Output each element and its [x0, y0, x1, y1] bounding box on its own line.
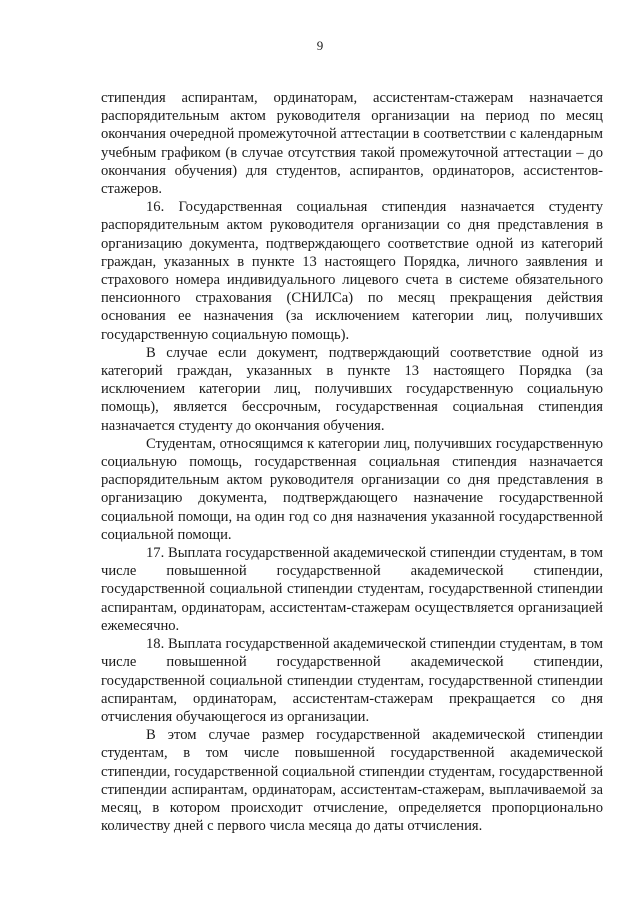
paragraph-social-assistance: Студентам, относящимся к категории лиц, получивших государственную социальную помощь, государственная социальная стипендия назначается распорядительным актом руководителя организации со дня представления в организацию документа, подтверждающего назначение государственной социальной помощи, на один год со дня назначения указанной государственной социальной помощи. [101, 435, 603, 543]
paragraph-continuation: стипендия аспирантам, ординаторам, ассистентам-стажерам назначается распорядительным актом руководителя организации на период по месяц окончания очередной промежуточной аттестации в соответствии с календарным учебным графиком (в случае отсутствия такой промежуточной аттестации – до окончания обучения) для студентов, аспирантов, ординаторов, ассистентов-стажеров. [101, 90, 603, 198]
paragraph-item-16: 16. Государственная социальная стипендия назначается студенту распорядительным актом руководителя организации со дня представления в организацию документа, подтверждающего соответствие одной из категорий граждан, указанных в пункте 13 настоящего Порядка, личного заявления и страхового номера индивидуального лицевого счета в системе обязательного пенсионного страхования (СНИЛСа) по месяц прекращения действия основания ее назначения (за исключением категории лиц, получивших государственную социальную помощь). [101, 199, 603, 343]
paragraph-item-17: 17. Выплата государственной академической стипендии студентам, в том числе повышенной государственной академической стипендии, государственной социальной стипендии студентам, государственной стипендии аспирантам, ординаторам, ассистентам-стажерам осуществляется организацией ежемесячно. [101, 545, 603, 634]
paragraph-proportional-amount: В этом случае размер государственной академической стипендии студентам, в том числе повышенной государственной академической стипендии, государственной социальной стипендии студентам, государственной стипендии аспирантам, ординаторам, ассистентам-стажерам, выплачиваемой за месяц, в котором происходит отчисление, определяется пропорционально количеству дней с первого числа месяца до даты отчисления. [101, 727, 603, 835]
paragraph-indefinite-document: В случае если документ, подтверждающий соответствие одной из категорий граждан, указанных в пункте 13 настоящего Порядка (за исключением категории лиц, получивших государственную социальную помощь), является бессрочным, государственная социальная стипендия назначается студенту до окончания обучения. [101, 344, 603, 434]
page-number: 9 [316, 38, 324, 53]
paragraph-item-18: 18. Выплата государственной академической стипендии студентам, в том числе повышенной государственной академической стипендии, государственной социальной стипендии студентам, государственной стипендии аспирантам, ординаторам, ассистентам-стажерам прекращается со дня отчисления обучающегося из организации. [101, 636, 603, 725]
document-body [101, 89, 603, 835]
